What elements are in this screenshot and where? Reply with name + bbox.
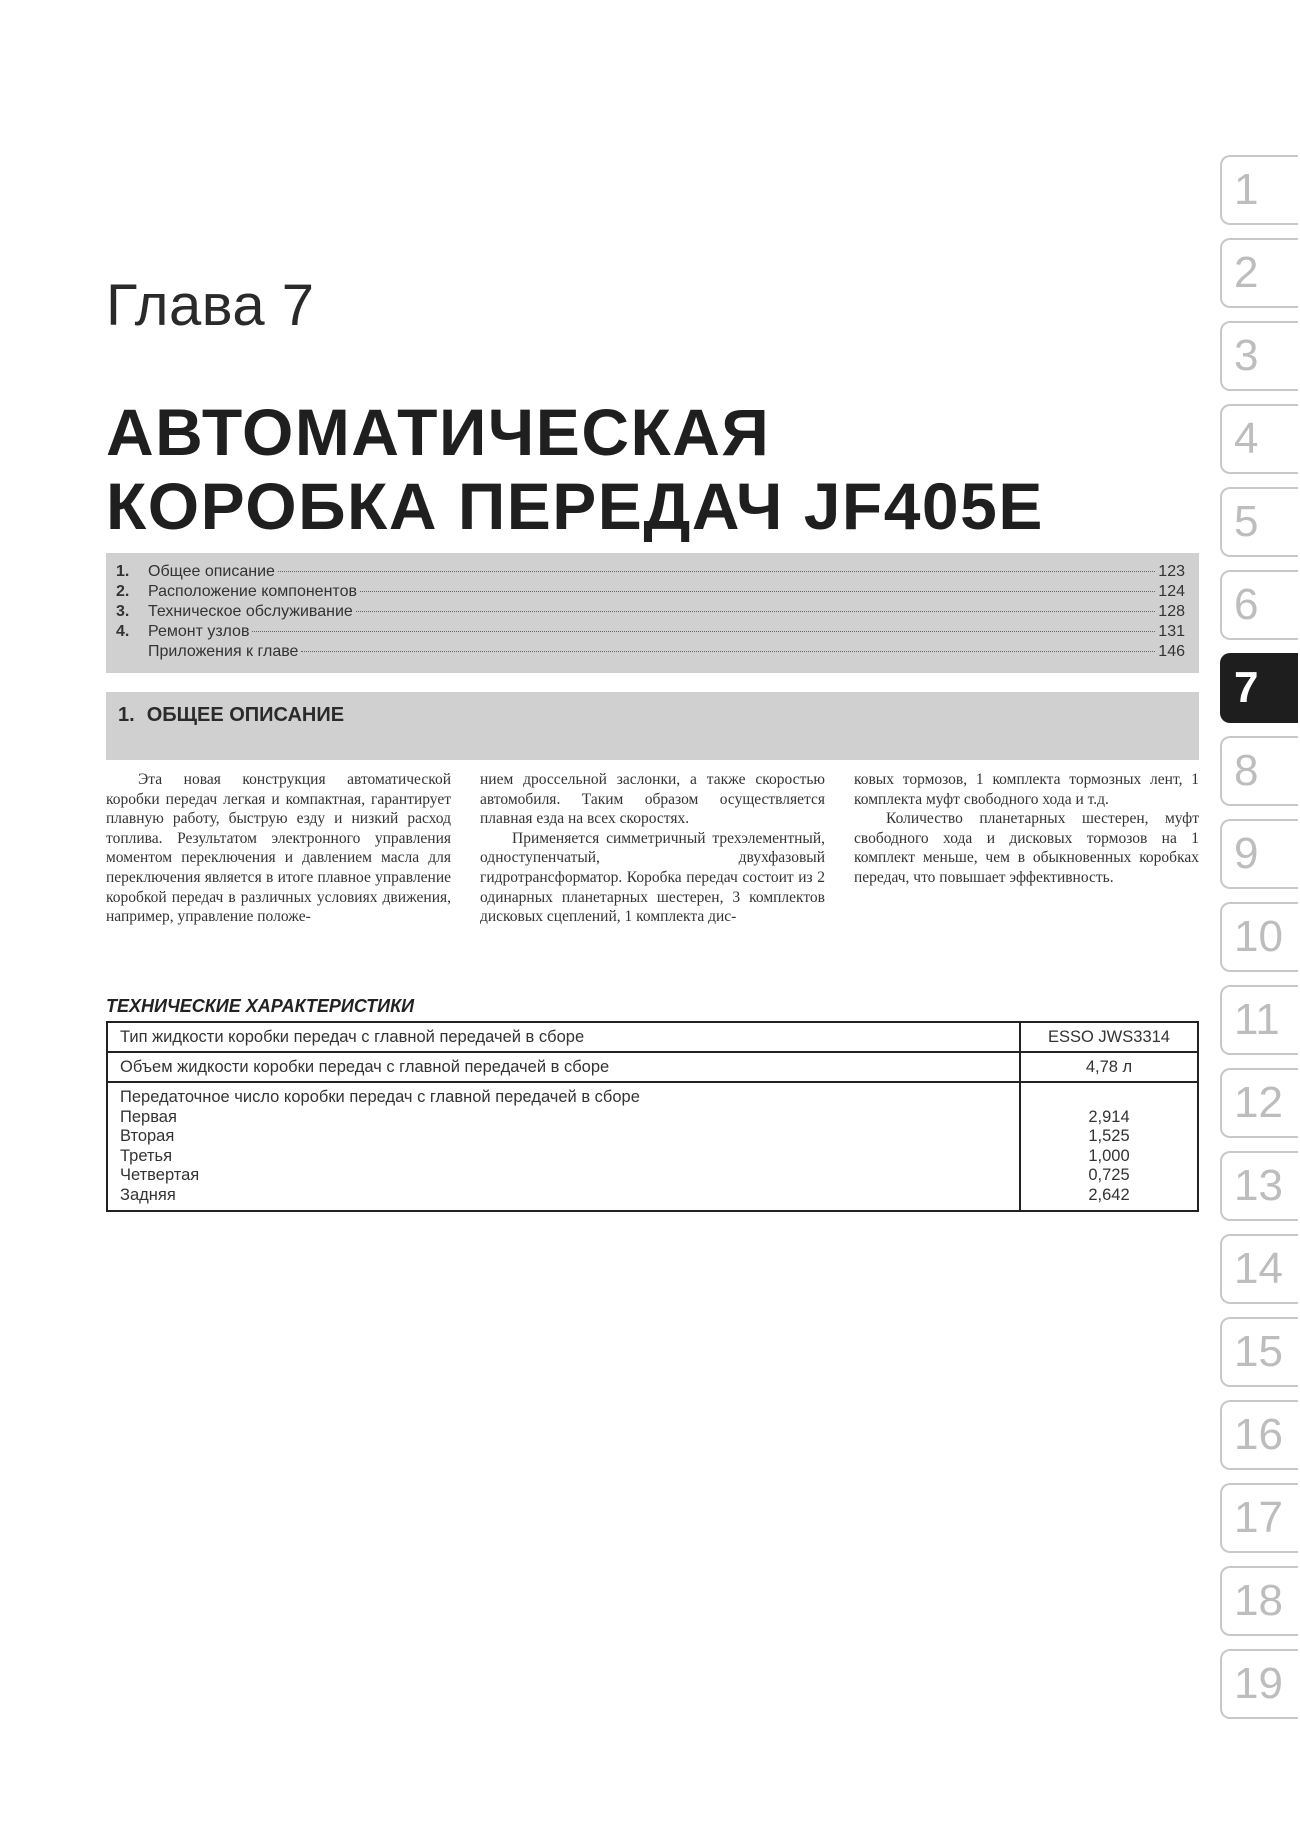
spec-value-group [1021,1083,1197,1210]
toc-item-title: Расположение компонентов [148,583,357,600]
chapter-tab-7[interactable]: 7 [1220,653,1298,723]
table-row [108,1083,1197,1210]
table-of-contents [106,553,1199,673]
toc-item-number: 1. [116,563,130,580]
toc-leader-dots [278,571,1155,572]
chapter-tab-17[interactable]: 17 [1220,1483,1298,1553]
specs-heading: ТЕХНИЧЕСКИЕ ХАРАКТЕРИСТИКИ [106,996,415,1016]
chapter-title-line1: АВТОМАТИЧЕСКАЯ [106,395,771,469]
text-column-3 [854,770,1199,927]
toc-item-title: Ремонт узлов [148,623,250,640]
toc-item-title: Общее описание [148,563,275,580]
section-heading [106,692,1199,760]
toc-item-number: 2. [116,583,130,600]
chapter-tab-9[interactable]: 9 [1220,819,1298,889]
spec-value: ESSO JWS3314 [1048,1028,1170,1046]
toc-item-page: 123 [1158,563,1185,580]
gear-ratio: 1,000 [1088,1146,1130,1165]
chapter-tab-2[interactable]: 2 [1220,238,1298,308]
paragraph: нием дроссельной заслонки, а также скоростью автомобиля. Таким образом осуществляется плавная езда на всех скоростях. [480,771,825,828]
spec-label: Тип жидкости коробки передач с главной передачей в сборе [108,1023,1021,1051]
toc-item[interactable] [116,623,1185,643]
toc-leader-dots [252,631,1155,632]
chapter-title [106,395,1106,543]
table-row [108,1053,1197,1083]
toc-item-page: 128 [1158,603,1185,620]
paragraph: ковых тормозов, 1 комплекта тормозных лент, 1 комплекта муфт свободного хода и т.д. [854,771,1199,808]
gear-name: Задняя [120,1185,176,1204]
spec-label: Объем жидкости коробки передач с главной передачей в сборе [108,1053,1021,1081]
toc-item[interactable] [116,563,1185,583]
chapter-tab-16[interactable]: 16 [1220,1400,1298,1470]
gear-name: Вторая [120,1127,175,1146]
section-number: 1. [118,704,135,726]
toc-item[interactable] [116,603,1185,623]
section-title: ОБЩЕЕ ОПИСАНИЕ [146,704,345,726]
chapter-tab-18[interactable]: 18 [1220,1566,1298,1636]
paragraph: Применяется симметричный трехэлементный, одноступенчатый, двухфазовый гидротрансформатор. Коробка передач состоит из 2 одинарных планетарных шестерен, 3 комплектов дисковых сцеплений, 1 комплекта дис- [480,829,825,926]
toc-item-page: 131 [1158,623,1185,640]
paragraph: Эта новая конструкция автоматической коробки передач легкая и компактная, гарантирует плавную работу, быструю езду и низкий расход топлива. Результатом электронного управления моментом переключения и давлением масла для переключения является в итоге плавное управление коробкой передач в различных условиях движения, например, управление положе- [106,771,451,926]
table-row [108,1023,1197,1053]
gear-name: Четвертая [120,1166,200,1185]
chapter-tab-5[interactable]: 5 [1220,487,1298,557]
toc-item[interactable] [116,643,1185,663]
paragraph: Количество планетарных шестерен, муфт свободного хода и дисковых тормозов на 1 комплект меньше, чем в обыкновенных коробках передач, что повышает эффективность. [854,810,1199,886]
chapter-tab-14[interactable]: 14 [1220,1234,1298,1304]
chapter-tab-11[interactable]: 11 [1220,985,1298,1055]
chapter-title-line2: КОРОБКА ПЕРЕДАЧ JF405E [106,469,1044,543]
specs-table [106,1021,1199,1212]
body-text [106,770,1199,927]
chapter-tab-13[interactable]: 13 [1220,1151,1298,1221]
chapter-label: Глава 7 [106,273,315,338]
chapter-tab-1[interactable]: 1 [1220,155,1298,225]
gear-ratio: 2,914 [1088,1107,1130,1126]
toc-leader-dots [360,591,1155,592]
text-column-1 [106,770,451,927]
toc-item-number: 4. [116,623,130,640]
chapter-tab-15[interactable]: 15 [1220,1317,1298,1387]
chapter-tab-4[interactable]: 4 [1220,404,1298,474]
chapter-tab-6[interactable]: 6 [1220,570,1298,640]
chapter-tab-3[interactable]: 3 [1220,321,1298,391]
spec-label: Передаточное число коробки передач с главной передачей в сборе [120,1088,640,1106]
toc-leader-dots [301,651,1155,652]
text-column-2 [480,770,825,927]
toc-item-title: Техническое обслуживание [148,603,353,620]
chapter-tab-19[interactable]: 19 [1220,1649,1298,1719]
toc-item-page: 146 [1158,643,1185,660]
spacer [1029,1088,1189,1108]
gear-ratio: 1,525 [1088,1127,1130,1146]
toc-item[interactable] [116,583,1185,603]
toc-item-number: 3. [116,603,130,620]
spec-label-group [108,1083,1021,1210]
spec-value: 4,78 л [1085,1058,1133,1076]
chapter-tab-12[interactable]: 12 [1220,1068,1298,1138]
chapter-tab-8[interactable]: 8 [1220,736,1298,806]
toc-leader-dots [356,611,1156,612]
gear-name: Первая [120,1107,177,1126]
gear-ratio: 2,642 [1088,1185,1130,1204]
toc-item-title: Приложения к главе [148,643,299,660]
chapter-tab-10[interactable]: 10 [1220,902,1298,972]
gear-ratio: 0,725 [1088,1166,1130,1185]
toc-item-page: 124 [1158,583,1185,600]
gear-name: Третья [120,1146,173,1165]
